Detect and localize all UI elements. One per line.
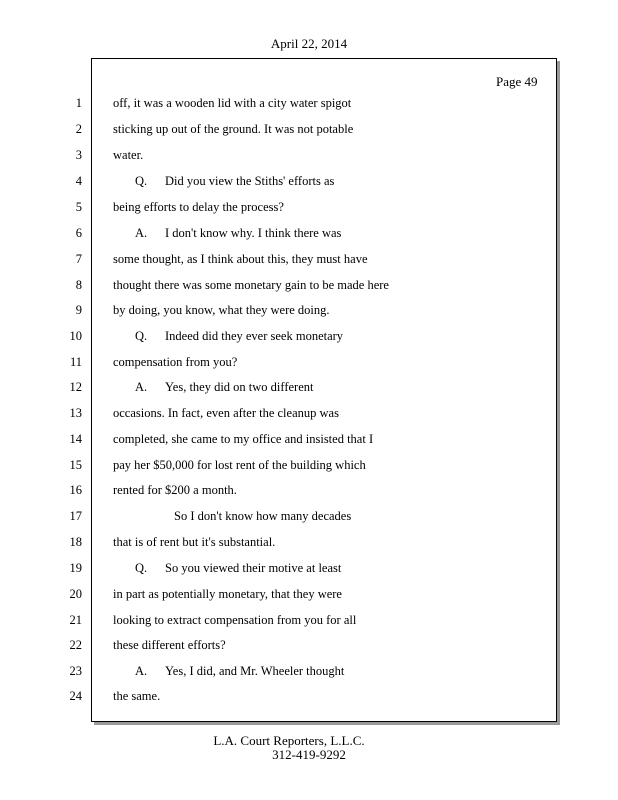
transcript-line bbox=[0, 687, 618, 705]
transcript-line bbox=[0, 146, 618, 164]
transcript-line bbox=[0, 533, 618, 551]
question-marker: Q. bbox=[135, 329, 148, 343]
line-number: 11 bbox=[69, 355, 82, 369]
question-marker: Q. bbox=[135, 174, 148, 188]
line-number: 10 bbox=[69, 329, 82, 343]
line-text: some thought, as I think about this, they must have bbox=[113, 252, 368, 266]
line-text: compensation from you? bbox=[113, 355, 238, 369]
transcript-line bbox=[0, 378, 618, 396]
line-number: 7 bbox=[75, 252, 82, 266]
line-number: 14 bbox=[69, 432, 82, 446]
line-text: being efforts to delay the process? bbox=[113, 200, 284, 214]
transcript-line bbox=[0, 456, 618, 474]
line-text: completed, she came to my office and insisted that I bbox=[113, 432, 374, 446]
transcript-line bbox=[0, 250, 618, 268]
line-text bbox=[135, 172, 334, 190]
line-number: 22 bbox=[69, 638, 82, 652]
transcript-line bbox=[0, 404, 618, 422]
answer-marker: A. bbox=[135, 380, 148, 394]
line-number: 5 bbox=[75, 200, 82, 214]
line-text: looking to extract compensation from you for all bbox=[113, 613, 357, 627]
line-number: 1 bbox=[75, 96, 82, 110]
transcript-line bbox=[0, 224, 618, 242]
line-text: sticking up out of the ground. It was not potable bbox=[113, 122, 354, 136]
line-text bbox=[135, 327, 343, 345]
line-number: 17 bbox=[69, 509, 82, 523]
line-number: 19 bbox=[69, 561, 82, 575]
line-text bbox=[135, 224, 341, 242]
answer-text: Yes, they did on two different bbox=[165, 380, 314, 394]
line-text: occasions. In fact, even after the cleanup was bbox=[113, 406, 339, 420]
transcript-date: April 22, 2014 bbox=[270, 36, 348, 51]
answer-marker: A. bbox=[135, 226, 148, 240]
transcript-line bbox=[0, 585, 618, 603]
line-number: 24 bbox=[69, 689, 82, 703]
question-text: Indeed did they ever seek monetary bbox=[165, 329, 344, 343]
question-text: So you viewed their motive at least bbox=[165, 561, 342, 575]
transcript-line bbox=[0, 353, 618, 371]
answer-text: Yes, I did, and Mr. Wheeler thought bbox=[165, 664, 345, 678]
transcript-line bbox=[0, 559, 618, 577]
transcript-line bbox=[0, 327, 618, 345]
transcript-line bbox=[0, 172, 618, 190]
line-text: these different efforts? bbox=[113, 638, 226, 652]
page-number: Page 49 bbox=[496, 74, 538, 89]
line-number: 3 bbox=[75, 148, 82, 162]
transcript-line bbox=[0, 636, 618, 654]
question-text: Did you view the Stiths' efforts as bbox=[165, 174, 335, 188]
transcript-line bbox=[0, 276, 618, 294]
line-number: 20 bbox=[69, 587, 82, 601]
line-text: rented for $200 a month. bbox=[113, 483, 237, 497]
line-number: 8 bbox=[75, 278, 82, 292]
line-number: 6 bbox=[75, 226, 82, 240]
transcript-line bbox=[0, 611, 618, 629]
line-text bbox=[135, 559, 341, 577]
line-number: 13 bbox=[69, 406, 82, 420]
line-text: So I don't know how many decades bbox=[174, 509, 352, 523]
court-reporter-company: L.A. Court Reporters, L.L.C. bbox=[213, 733, 365, 748]
line-number: 12 bbox=[69, 380, 82, 394]
line-number: 23 bbox=[69, 664, 82, 678]
line-number: 15 bbox=[69, 458, 82, 472]
line-text: thought there was some monetary gain to be made here bbox=[113, 278, 389, 292]
line-text: pay her $50,000 for lost rent of the building which bbox=[113, 458, 366, 472]
transcript-line bbox=[0, 507, 618, 525]
transcript-line bbox=[0, 430, 618, 448]
line-text: in part as potentially monetary, that they were bbox=[113, 587, 342, 601]
transcript-line bbox=[0, 481, 618, 499]
transcript-line bbox=[0, 94, 618, 112]
transcript-line bbox=[0, 198, 618, 216]
transcript-line bbox=[0, 662, 618, 680]
line-text: water. bbox=[113, 148, 144, 162]
line-text bbox=[135, 662, 344, 680]
answer-marker: A. bbox=[135, 664, 148, 678]
line-number: 9 bbox=[75, 303, 82, 317]
line-text: the same. bbox=[113, 689, 161, 703]
line-text: that is of rent but it's substantial. bbox=[113, 535, 276, 549]
line-number: 21 bbox=[69, 613, 82, 627]
line-text: by doing, you know, what they were doing. bbox=[113, 303, 330, 317]
transcript-line bbox=[0, 301, 618, 319]
transcript-line bbox=[0, 120, 618, 138]
line-number: 2 bbox=[75, 122, 82, 136]
answer-text: I don't know why. I think there was bbox=[165, 226, 342, 240]
line-number: 16 bbox=[69, 483, 82, 497]
line-text: off, it was a wooden lid with a city water spigot bbox=[113, 96, 352, 110]
court-reporter-phone: 312-419-9292 bbox=[272, 747, 346, 762]
line-number: 18 bbox=[69, 535, 82, 549]
line-text bbox=[135, 378, 314, 396]
line-number: 4 bbox=[75, 174, 82, 188]
question-marker: Q. bbox=[135, 561, 148, 575]
